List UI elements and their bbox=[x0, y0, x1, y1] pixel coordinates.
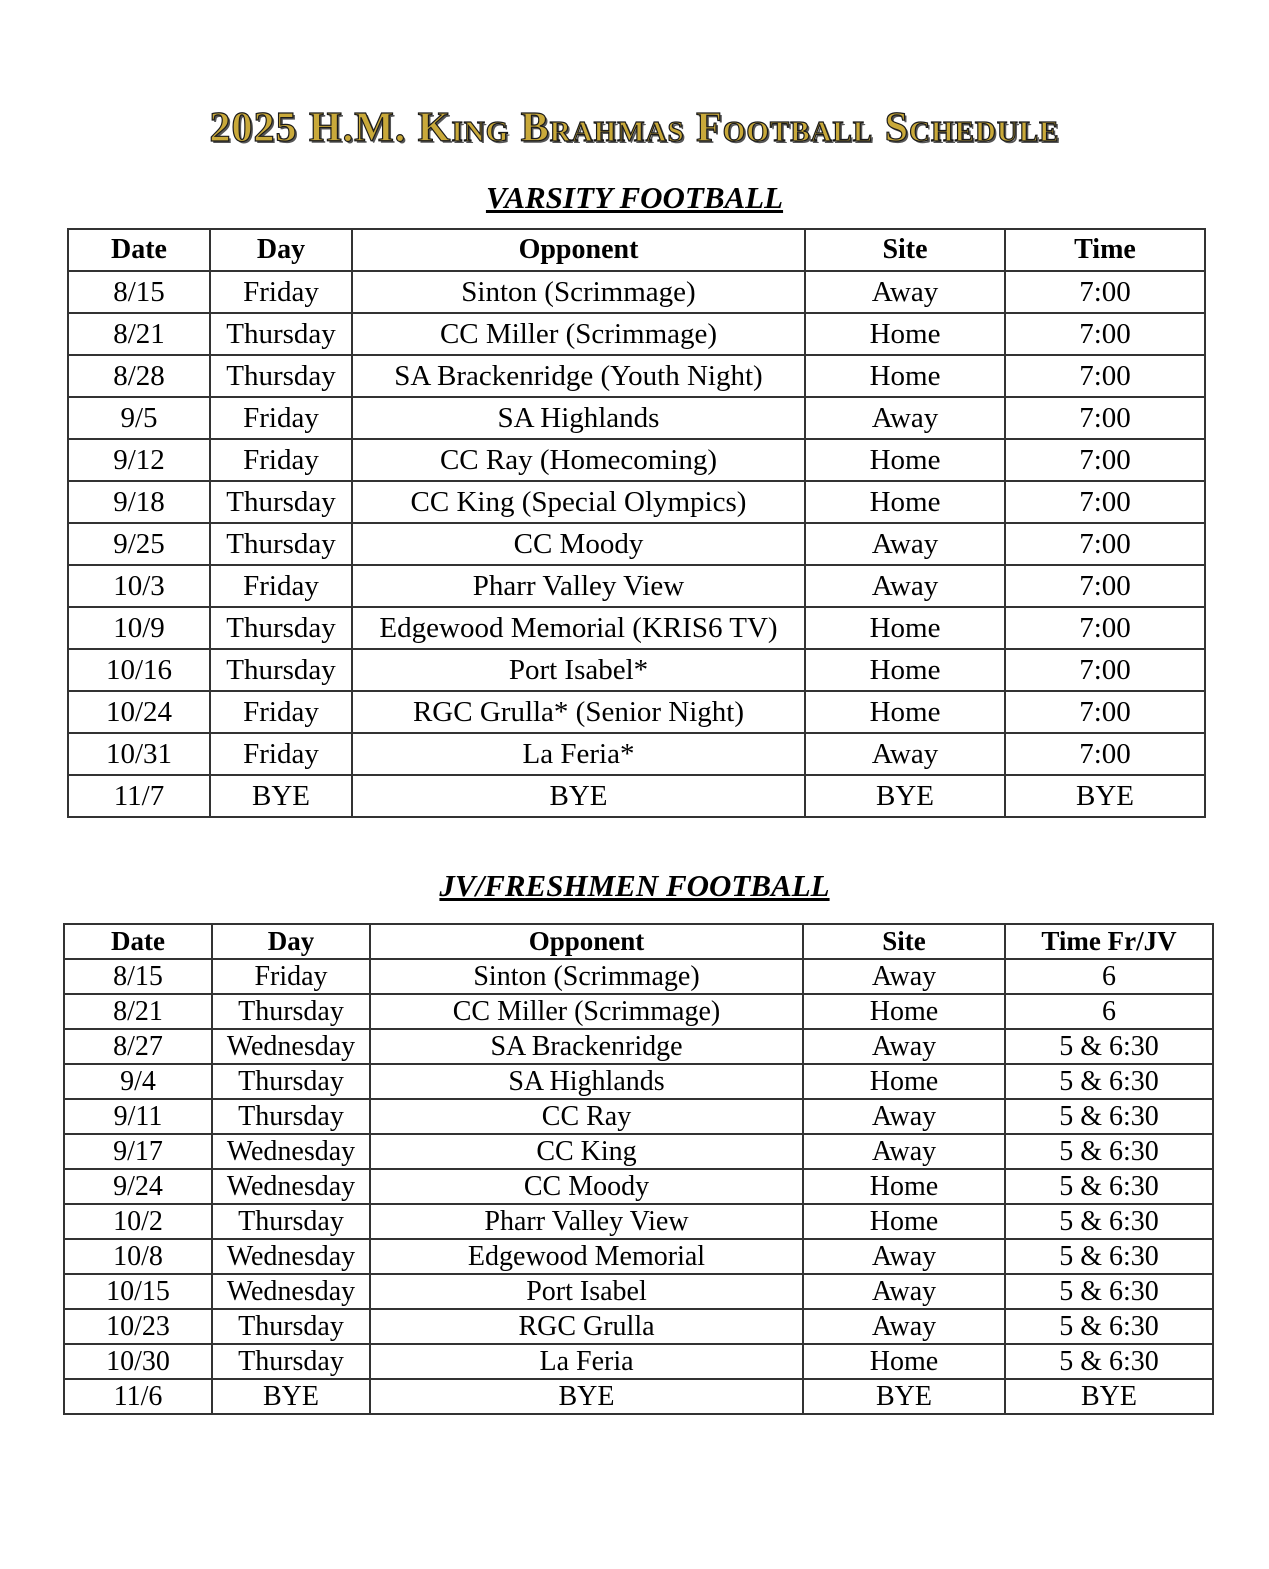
table-header-row bbox=[64, 924, 1213, 959]
cell-day: Wednesday bbox=[212, 1134, 370, 1169]
cell-day: Friday bbox=[210, 691, 352, 733]
cell-date: 10/30 bbox=[64, 1344, 212, 1379]
table-row bbox=[64, 1274, 1213, 1309]
cell-date: 9/18 bbox=[68, 481, 210, 523]
cell-day: Thursday bbox=[212, 1309, 370, 1344]
cell-day: Thursday bbox=[212, 1344, 370, 1379]
table-header-row bbox=[68, 229, 1205, 271]
cell-day: Friday bbox=[210, 439, 352, 481]
cell-time: 7:00 bbox=[1005, 481, 1205, 523]
cell-date: 8/15 bbox=[68, 271, 210, 313]
cell-time: 5 & 6:30 bbox=[1005, 1099, 1213, 1134]
cell-date: 10/16 bbox=[68, 649, 210, 691]
cell-time: 5 & 6:30 bbox=[1005, 1274, 1213, 1309]
column-header-time: Time bbox=[1005, 229, 1205, 271]
cell-opponent: RGC Grulla* (Senior Night) bbox=[352, 691, 805, 733]
jv-schedule-table bbox=[63, 923, 1214, 1415]
cell-time: 7:00 bbox=[1005, 565, 1205, 607]
cell-time: 5 & 6:30 bbox=[1005, 1344, 1213, 1379]
cell-date: 10/15 bbox=[64, 1274, 212, 1309]
table-row bbox=[64, 1064, 1213, 1099]
cell-day: BYE bbox=[212, 1379, 370, 1414]
cell-date: 8/27 bbox=[64, 1029, 212, 1064]
cell-opponent: Pharr Valley View bbox=[352, 565, 805, 607]
cell-date: 9/17 bbox=[64, 1134, 212, 1169]
cell-time: 5 & 6:30 bbox=[1005, 1309, 1213, 1344]
cell-time: BYE bbox=[1005, 1379, 1213, 1414]
cell-date: 9/12 bbox=[68, 439, 210, 481]
cell-day: BYE bbox=[210, 775, 352, 817]
cell-date: 9/11 bbox=[64, 1099, 212, 1134]
cell-day: Thursday bbox=[212, 994, 370, 1029]
cell-time: 5 & 6:30 bbox=[1005, 1134, 1213, 1169]
cell-date: 10/2 bbox=[64, 1204, 212, 1239]
cell-opponent: SA Brackenridge (Youth Night) bbox=[352, 355, 805, 397]
cell-site: Away bbox=[805, 565, 1005, 607]
column-header-site: Site bbox=[805, 229, 1005, 271]
column-header-date: Date bbox=[64, 924, 212, 959]
table-row bbox=[64, 1239, 1213, 1274]
jv-heading: JV/FRESHMEN FOOTBALL bbox=[439, 868, 830, 903]
cell-site: Away bbox=[805, 733, 1005, 775]
page-title: 2025 H.M. King Brahmas Football Schedule bbox=[209, 105, 1060, 151]
cell-day: Thursday bbox=[212, 1204, 370, 1239]
cell-opponent: Edgewood Memorial bbox=[370, 1239, 803, 1274]
cell-opponent: La Feria bbox=[370, 1344, 803, 1379]
table-row bbox=[68, 481, 1205, 523]
cell-site: Away bbox=[803, 1309, 1005, 1344]
cell-time: 5 & 6:30 bbox=[1005, 1064, 1213, 1099]
table-row bbox=[64, 994, 1213, 1029]
cell-opponent: CC Moody bbox=[370, 1169, 803, 1204]
cell-site: Home bbox=[803, 1204, 1005, 1239]
cell-time: 7:00 bbox=[1005, 523, 1205, 565]
table-row bbox=[68, 649, 1205, 691]
cell-site: Home bbox=[805, 649, 1005, 691]
cell-day: Wednesday bbox=[212, 1029, 370, 1064]
cell-opponent: CC Ray bbox=[370, 1099, 803, 1134]
cell-day: Thursday bbox=[210, 607, 352, 649]
cell-day: Friday bbox=[210, 271, 352, 313]
column-header-opponent: Opponent bbox=[352, 229, 805, 271]
cell-site: Home bbox=[803, 1064, 1005, 1099]
cell-opponent: Port Isabel bbox=[370, 1274, 803, 1309]
cell-site: BYE bbox=[805, 775, 1005, 817]
cell-date: 9/4 bbox=[64, 1064, 212, 1099]
cell-opponent: SA Highlands bbox=[352, 397, 805, 439]
cell-opponent: Sinton (Scrimmage) bbox=[370, 959, 803, 994]
cell-day: Thursday bbox=[210, 355, 352, 397]
column-header-site: Site bbox=[803, 924, 1005, 959]
cell-day: Wednesday bbox=[212, 1239, 370, 1274]
cell-date: 10/9 bbox=[68, 607, 210, 649]
cell-time: 6 bbox=[1005, 994, 1213, 1029]
cell-date: 10/8 bbox=[64, 1239, 212, 1274]
cell-site: Away bbox=[805, 397, 1005, 439]
cell-site: Home bbox=[805, 355, 1005, 397]
cell-site: Away bbox=[803, 959, 1005, 994]
cell-opponent: CC Miller (Scrimmage) bbox=[352, 313, 805, 355]
cell-date: 8/21 bbox=[64, 994, 212, 1029]
cell-date: 8/15 bbox=[64, 959, 212, 994]
cell-opponent: Edgewood Memorial (KRIS6 TV) bbox=[352, 607, 805, 649]
table-row bbox=[68, 439, 1205, 481]
cell-date: 10/3 bbox=[68, 565, 210, 607]
varsity-heading: VARSITY FOOTBALL bbox=[485, 180, 784, 215]
cell-date: 11/6 bbox=[64, 1379, 212, 1414]
cell-time: 7:00 bbox=[1005, 439, 1205, 481]
table-row bbox=[64, 1169, 1213, 1204]
table-row bbox=[68, 313, 1205, 355]
cell-opponent: CC Miller (Scrimmage) bbox=[370, 994, 803, 1029]
cell-time: 7:00 bbox=[1005, 691, 1205, 733]
cell-site: Away bbox=[805, 523, 1005, 565]
cell-date: 9/5 bbox=[68, 397, 210, 439]
cell-opponent: Port Isabel* bbox=[352, 649, 805, 691]
table-row bbox=[64, 1029, 1213, 1064]
table-row bbox=[64, 1344, 1213, 1379]
table-row bbox=[68, 397, 1205, 439]
cell-time: 7:00 bbox=[1005, 397, 1205, 439]
cell-time: 7:00 bbox=[1005, 271, 1205, 313]
cell-site: Home bbox=[805, 607, 1005, 649]
cell-site: Home bbox=[805, 691, 1005, 733]
table-row bbox=[68, 775, 1205, 817]
cell-day: Thursday bbox=[210, 523, 352, 565]
cell-time: 7:00 bbox=[1005, 313, 1205, 355]
column-header-time: Time Fr/JV bbox=[1005, 924, 1213, 959]
cell-day: Thursday bbox=[212, 1064, 370, 1099]
cell-day: Wednesday bbox=[212, 1274, 370, 1309]
cell-opponent: Sinton (Scrimmage) bbox=[352, 271, 805, 313]
cell-time: 6 bbox=[1005, 959, 1213, 994]
cell-time: 7:00 bbox=[1005, 607, 1205, 649]
cell-opponent: SA Brackenridge bbox=[370, 1029, 803, 1064]
cell-time: 5 & 6:30 bbox=[1005, 1204, 1213, 1239]
cell-site: Home bbox=[805, 439, 1005, 481]
table-row bbox=[64, 959, 1213, 994]
cell-opponent: CC Ray (Homecoming) bbox=[352, 439, 805, 481]
cell-day: Thursday bbox=[212, 1099, 370, 1134]
cell-date: 8/28 bbox=[68, 355, 210, 397]
table-row bbox=[64, 1379, 1213, 1414]
cell-opponent: CC King bbox=[370, 1134, 803, 1169]
cell-site: Home bbox=[805, 481, 1005, 523]
cell-day: Friday bbox=[210, 733, 352, 775]
cell-date: 10/31 bbox=[68, 733, 210, 775]
cell-site: Away bbox=[803, 1099, 1005, 1134]
table-row bbox=[64, 1134, 1213, 1169]
cell-opponent: SA Highlands bbox=[370, 1064, 803, 1099]
cell-time: 7:00 bbox=[1005, 355, 1205, 397]
table-row bbox=[64, 1204, 1213, 1239]
cell-site: Home bbox=[805, 313, 1005, 355]
cell-time: 5 & 6:30 bbox=[1005, 1029, 1213, 1064]
cell-day: Friday bbox=[212, 959, 370, 994]
cell-opponent: La Feria* bbox=[352, 733, 805, 775]
table-row bbox=[68, 271, 1205, 313]
cell-date: 8/21 bbox=[68, 313, 210, 355]
cell-date: 10/23 bbox=[64, 1309, 212, 1344]
cell-site: Home bbox=[803, 1169, 1005, 1204]
cell-site: Home bbox=[803, 994, 1005, 1029]
table-row bbox=[68, 565, 1205, 607]
cell-date: 11/7 bbox=[68, 775, 210, 817]
column-header-day: Day bbox=[210, 229, 352, 271]
column-header-date: Date bbox=[68, 229, 210, 271]
cell-site: Away bbox=[803, 1134, 1005, 1169]
cell-opponent: CC King (Special Olympics) bbox=[352, 481, 805, 523]
cell-site: BYE bbox=[803, 1379, 1005, 1414]
cell-time: 7:00 bbox=[1005, 649, 1205, 691]
varsity-schedule-table bbox=[67, 228, 1206, 818]
cell-site: Away bbox=[803, 1239, 1005, 1274]
cell-site: Away bbox=[805, 271, 1005, 313]
cell-day: Thursday bbox=[210, 313, 352, 355]
table-row bbox=[68, 607, 1205, 649]
cell-time: 7:00 bbox=[1005, 733, 1205, 775]
table-row bbox=[68, 355, 1205, 397]
cell-day: Wednesday bbox=[212, 1169, 370, 1204]
cell-date: 9/24 bbox=[64, 1169, 212, 1204]
cell-time: 5 & 6:30 bbox=[1005, 1239, 1213, 1274]
table-row bbox=[68, 733, 1205, 775]
cell-opponent: Pharr Valley View bbox=[370, 1204, 803, 1239]
table-row bbox=[64, 1099, 1213, 1134]
cell-site: Away bbox=[803, 1274, 1005, 1309]
cell-time: 5 & 6:30 bbox=[1005, 1169, 1213, 1204]
cell-day: Thursday bbox=[210, 481, 352, 523]
column-header-day: Day bbox=[212, 924, 370, 959]
cell-day: Friday bbox=[210, 565, 352, 607]
cell-date: 10/24 bbox=[68, 691, 210, 733]
cell-opponent: RGC Grulla bbox=[370, 1309, 803, 1344]
table-row bbox=[68, 691, 1205, 733]
cell-time: BYE bbox=[1005, 775, 1205, 817]
table-row bbox=[64, 1309, 1213, 1344]
table-row bbox=[68, 523, 1205, 565]
cell-opponent: BYE bbox=[370, 1379, 803, 1414]
column-header-opponent: Opponent bbox=[370, 924, 803, 959]
cell-day: Friday bbox=[210, 397, 352, 439]
cell-opponent: CC Moody bbox=[352, 523, 805, 565]
cell-day: Thursday bbox=[210, 649, 352, 691]
cell-opponent: BYE bbox=[352, 775, 805, 817]
cell-date: 9/25 bbox=[68, 523, 210, 565]
cell-site: Home bbox=[803, 1344, 1005, 1379]
cell-site: Away bbox=[803, 1029, 1005, 1064]
